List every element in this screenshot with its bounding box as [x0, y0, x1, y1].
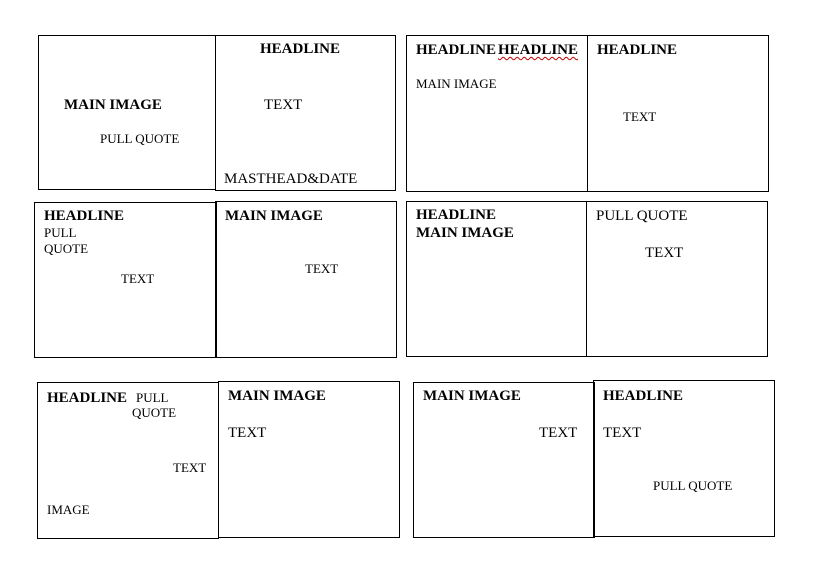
- pull-quote-label: PULL QUOTE: [653, 478, 733, 493]
- headline-label: HEADLINE: [416, 42, 497, 58]
- masthead-date-label: MASTHEAD&DATE: [224, 171, 358, 187]
- layout-5-right-panel: [218, 381, 400, 538]
- layout-2-left-panel: [406, 35, 588, 192]
- headline-misspelled-label: HEADLINE: [498, 42, 579, 58]
- headline-label: HEADLINE: [44, 208, 125, 224]
- text-label: TEXT: [173, 460, 207, 475]
- text-label: TEXT: [603, 425, 642, 441]
- layout-3-right-panel: [215, 201, 397, 358]
- text-label: TEXT: [539, 425, 578, 441]
- main-image-label: MAIN IMAGE: [228, 388, 326, 404]
- pull-quote-label: PULL QUOTE: [596, 208, 688, 224]
- headline-label: HEADLINE: [597, 42, 678, 58]
- main-image-label: MAIN IMAGE: [416, 76, 497, 91]
- headline-label: HEADLINE: [260, 41, 341, 57]
- main-image-label: MAIN IMAGE: [225, 208, 323, 224]
- text-label: TEXT: [623, 109, 657, 124]
- text-label: TEXT: [228, 425, 267, 441]
- headline-label: HEADLINE: [416, 207, 497, 223]
- pull-quote-line-1: PULL: [44, 225, 77, 240]
- layout-2-right-panel: [587, 35, 769, 192]
- pull-quote-label: PULL QUOTE: [100, 131, 180, 146]
- pull-quote-line-2: QUOTE: [132, 405, 177, 420]
- layout-1-right-panel: [215, 35, 396, 191]
- pull-quote-line-2: QUOTE: [44, 241, 89, 256]
- main-image-label: MAIN IMAGE: [423, 388, 521, 404]
- text-label: TEXT: [305, 261, 339, 276]
- text-label: TEXT: [264, 97, 303, 113]
- layout-6-left-panel: [413, 382, 595, 538]
- headline-label: HEADLINE: [603, 388, 684, 404]
- headline-label: HEADLINE: [47, 390, 128, 406]
- image-label: IMAGE: [47, 502, 90, 517]
- pull-quote-line-1: PULL: [136, 390, 169, 405]
- text-label: TEXT: [645, 245, 684, 261]
- main-image-label: MAIN IMAGE: [64, 97, 162, 113]
- main-image-label: MAIN IMAGE: [416, 225, 514, 241]
- text-label: TEXT: [121, 271, 155, 286]
